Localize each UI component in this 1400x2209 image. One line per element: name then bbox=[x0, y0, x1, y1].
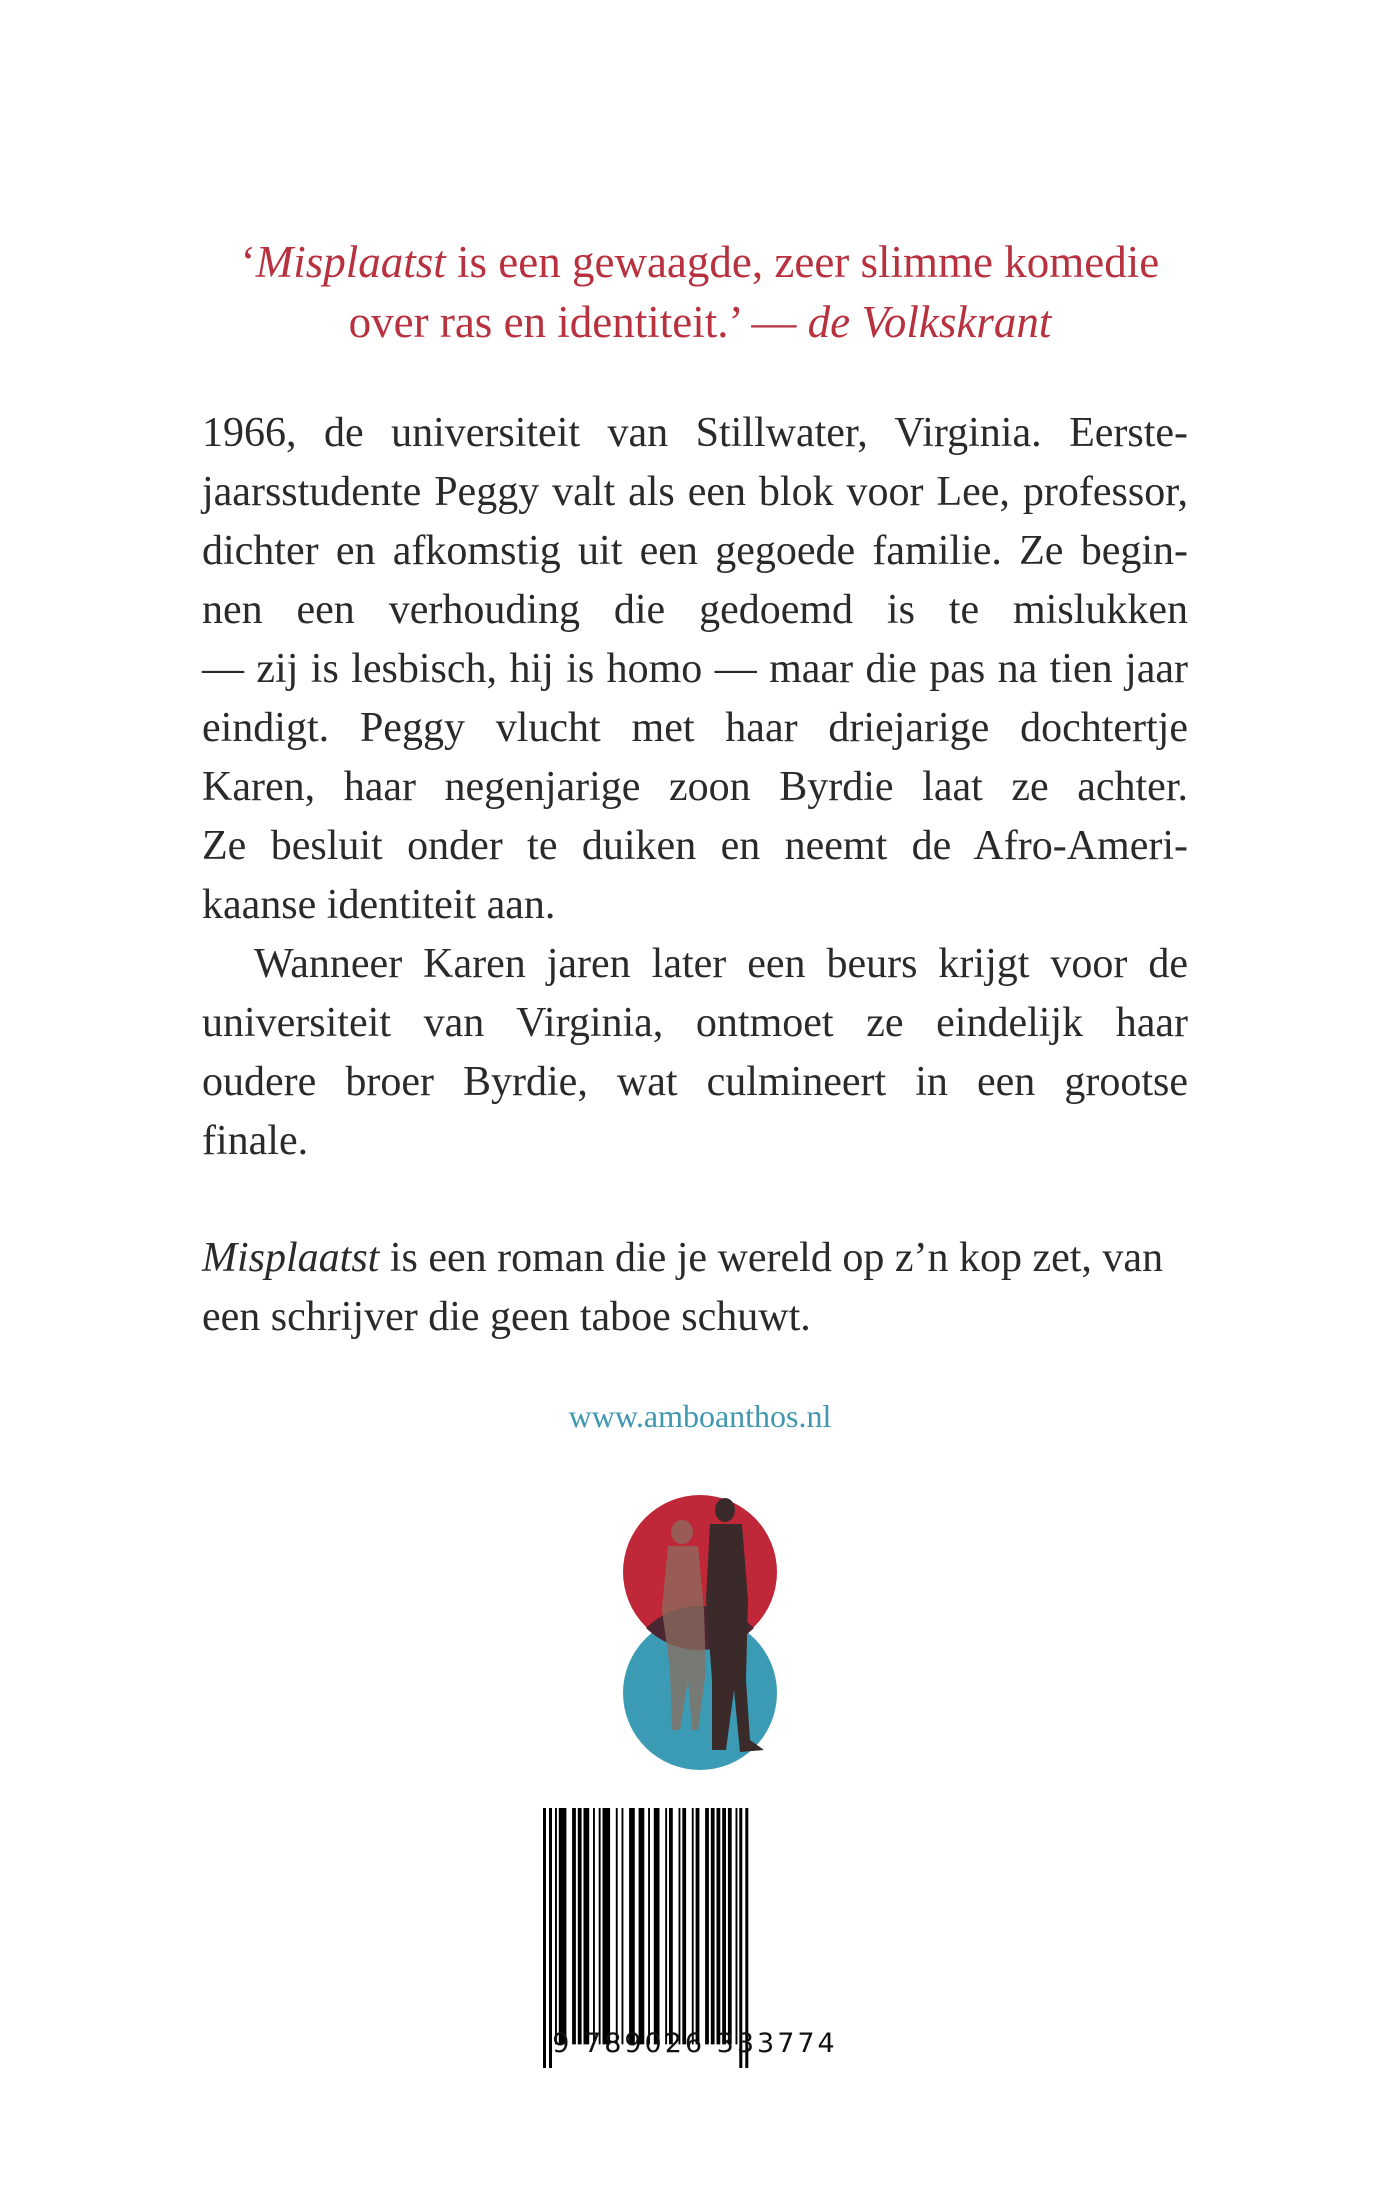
blurb-line: nen een verhouding die gedoemd is te mislukken bbox=[202, 587, 1188, 633]
isbn-digits: 9 789026 333774 bbox=[552, 2028, 838, 2059]
barcode-bar bbox=[679, 1808, 681, 2044]
barcode-bar bbox=[669, 1808, 673, 2044]
barcode-bar bbox=[654, 1808, 660, 2044]
blurb-line: 1966, de universiteit van Stillwater, Virginia. Eerste- bbox=[202, 410, 1188, 456]
barcode-bar bbox=[711, 1808, 715, 2044]
blurb bbox=[202, 404, 1188, 1171]
barcode-bar bbox=[629, 1808, 635, 2044]
quote-line-1 bbox=[0, 232, 1400, 292]
barcode-bar bbox=[599, 1808, 601, 2044]
quote-text-1: is een gewaagde, zeer slimme komedie bbox=[445, 237, 1160, 287]
quote-source: de Volkskrant bbox=[807, 297, 1052, 347]
barcode-bar bbox=[722, 1808, 726, 2044]
closing-line-2: een schrijver die geen taboe schuwt. bbox=[202, 1294, 811, 1340]
publisher-website[interactable]: www.amboanthos.nl bbox=[568, 1398, 832, 1434]
barcode-bar bbox=[593, 1808, 595, 2044]
barcode-bar bbox=[665, 1808, 667, 2044]
barcode-bar bbox=[736, 1808, 738, 2044]
barcode-bar bbox=[578, 1808, 582, 2044]
barcode-bar bbox=[696, 1808, 700, 2044]
barcode-bar bbox=[648, 1808, 650, 2044]
quote-text-2: over ras en identiteit.’ — bbox=[348, 297, 808, 347]
blurb-line: — zij is lesbisch, hij is homo — maar die pas na tien jaar bbox=[202, 646, 1188, 692]
blurb-line: universiteit van Virginia, ontmoet ze eindelijk haar bbox=[202, 1000, 1188, 1046]
barcode-bar bbox=[555, 1808, 557, 2044]
closing-text-1: is een roman die je wereld op z’n kop zet, van bbox=[379, 1235, 1164, 1281]
closing-line-1 bbox=[202, 1229, 1188, 1288]
blurb-line: eindigt. Peggy vlucht met haar driejarige dochtertje bbox=[202, 705, 1188, 751]
blurb-line: finale. bbox=[202, 1118, 309, 1164]
barcode-bar bbox=[682, 1808, 686, 2044]
publisher-logo bbox=[600, 1480, 800, 1780]
barcode-bar bbox=[559, 1808, 567, 2044]
closing-book-title: Misplaatst bbox=[202, 1235, 380, 1281]
quote-line-2 bbox=[0, 292, 1400, 352]
blurb-line: jaarsstudente Peggy valt als een blok voor Lee, professor, bbox=[202, 469, 1188, 515]
barcode-bar bbox=[622, 1808, 624, 2044]
blurb-paragraph-1 bbox=[202, 404, 1188, 935]
barcode-bar bbox=[616, 1808, 618, 2044]
quote-book-title: Misplaatst bbox=[255, 237, 446, 287]
barcode-bar bbox=[705, 1808, 709, 2044]
blurb-line: oudere broer Byrdie, wat culmineert in een grootse bbox=[202, 1059, 1188, 1105]
blurb-line: Ze besluit onder te duiken en neemt de Afro-Ameri- bbox=[202, 823, 1188, 869]
barcode-bar bbox=[572, 1808, 576, 2044]
barcode-bar bbox=[639, 1808, 645, 2044]
blurb-line: Karen, haar negenjarige zoon Byrdie laat ze achter. bbox=[202, 764, 1188, 810]
blurb-paragraph-2 bbox=[202, 935, 1188, 1171]
press-quote bbox=[0, 232, 1400, 352]
blurb-line: dichter en afkomstig uit een gegoede familie. Ze begin- bbox=[202, 528, 1188, 574]
closing-statement bbox=[202, 1229, 1188, 1347]
blurb-line: kaanse identiteit aan. bbox=[202, 882, 556, 928]
barcode-bar bbox=[728, 1808, 732, 2044]
barcode-bar bbox=[603, 1808, 611, 2044]
barcode-bar bbox=[584, 1808, 590, 2044]
quote-open-mark: ‘ bbox=[240, 237, 256, 287]
barcode-bar bbox=[717, 1808, 721, 2044]
blurb-line: Wanneer Karen jaren later een beurs krijgt voor de bbox=[254, 941, 1188, 987]
barcode-bar bbox=[692, 1808, 694, 2044]
